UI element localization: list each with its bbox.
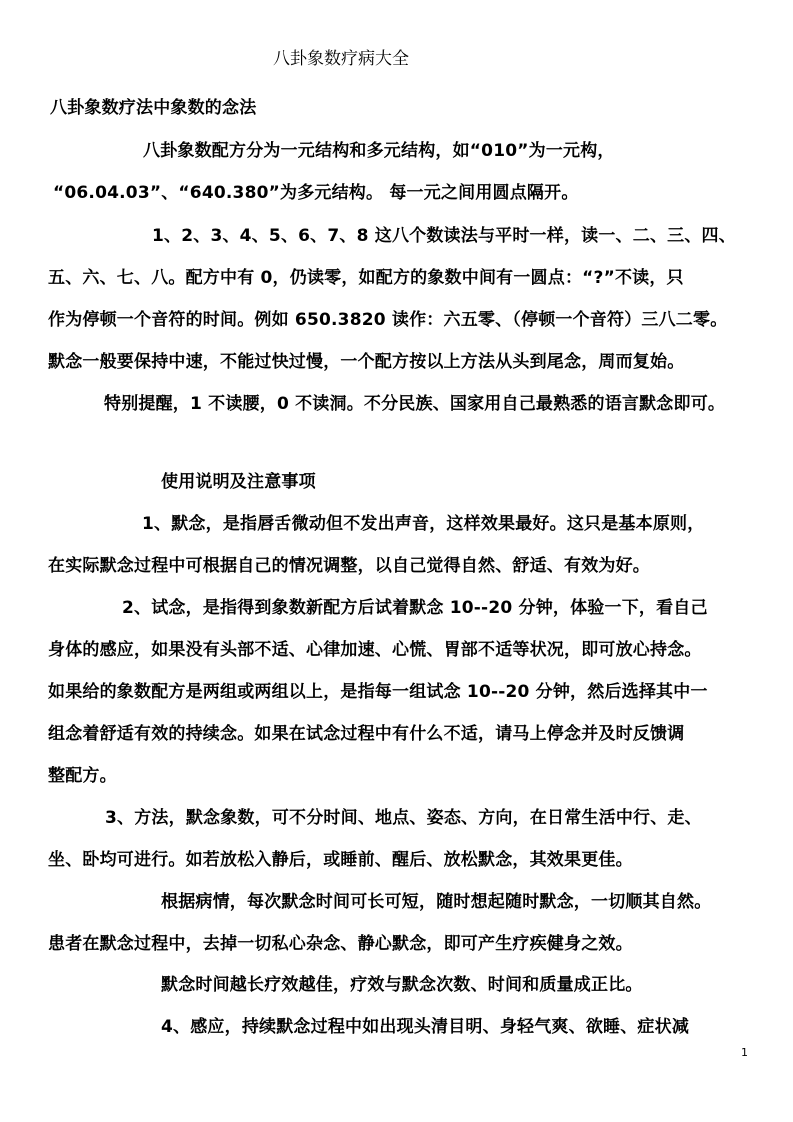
paragraph-line: 4、感应，持续默念过程中如出现头清目明、身轻气爽、欲睡、症状减 <box>161 1017 690 1037</box>
document-title: 八卦象数疗病大全 <box>273 49 409 69</box>
paragraph-line: 坐、卧均可进行。如若放松入静后，或睡前、醒后、放松默念，其效果更佳。 <box>48 850 633 870</box>
paragraph-line: “06.04.03”、“640.380”为多元结构。 每一元之间用圆点隔开。 <box>53 183 579 203</box>
paragraph-line: 默念时间越长疗效越佳，疗效与默念次数、时间和质量成正比。 <box>161 975 643 995</box>
paragraph-line: 身体的感应，如果没有头部不适、心律加速、心慌、胃部不适等状况，即可放心持念。 <box>48 640 702 660</box>
page-number: 1 <box>741 1046 748 1059</box>
paragraph-line: 整配方。 <box>48 766 117 786</box>
paragraph-line: 1、2、3、4、5、6、7、8 这八个数读法与平时一样，读一、二、三、四、 <box>152 226 736 246</box>
paragraph-line: 3、方法，默念象数，可不分时间、地点、姿态、方向，在日常生活中行、走、 <box>105 808 702 828</box>
paragraph-line: 患者在默念过程中，去掉一切私心杂念、静心默念，即可产生疗疾健身之效。 <box>48 934 633 954</box>
section-heading: 八卦象数疗法中象数的念法 <box>50 98 257 118</box>
paragraph-line: 在实际默念过程中可根据自己的情况调整，以自己觉得自然、舒适、有效为好。 <box>48 556 650 576</box>
paragraph-line: 2、试念，是指得到象数新配方后试着默念 10--20 分钟，体验一下，看自己 <box>122 598 708 618</box>
section-heading: 使用说明及注意事项 <box>161 472 316 492</box>
paragraph-line: 默念一般要保持中速，不能过快过慢，一个配方按以上方法从头到尾念，周而复始。 <box>48 352 685 372</box>
paragraph-line: 作为停顿一个音符的时间。例如 650.3820 读作：六五零、（停顿一个音符）三八二零。 <box>48 310 728 330</box>
paragraph-line: 组念着舒适有效的持续念。如果在试念过程中有什么不适，请马上停念并及时反馈调 <box>48 724 685 744</box>
paragraph-line: 1、默念，是指唇舌微动但不发出声音，这样效果最好。这只是基本原则， <box>142 514 705 534</box>
paragraph-line: 八卦象数配方分为一元结构和多元结构，如“010”为一元构， <box>143 141 615 161</box>
paragraph-line: 特别提醒，1 不读腰，0 不读洞。不分民族、国家用自己最熟悉的语言默念即可。 <box>104 394 726 414</box>
paragraph-line: 五、六、七、八。配方中有 0，仍读零，如配方的象数中间有一圆点：“?”不读，只 <box>48 268 684 288</box>
paragraph-line: 根据病情，每次默念时间可长可短，随时想起随时默念，一切顺其自然。 <box>161 892 712 912</box>
paragraph-line: 如果给的象数配方是两组或两组以上，是指每一组试念 10--20 分钟，然后选择其中一 <box>48 682 708 702</box>
